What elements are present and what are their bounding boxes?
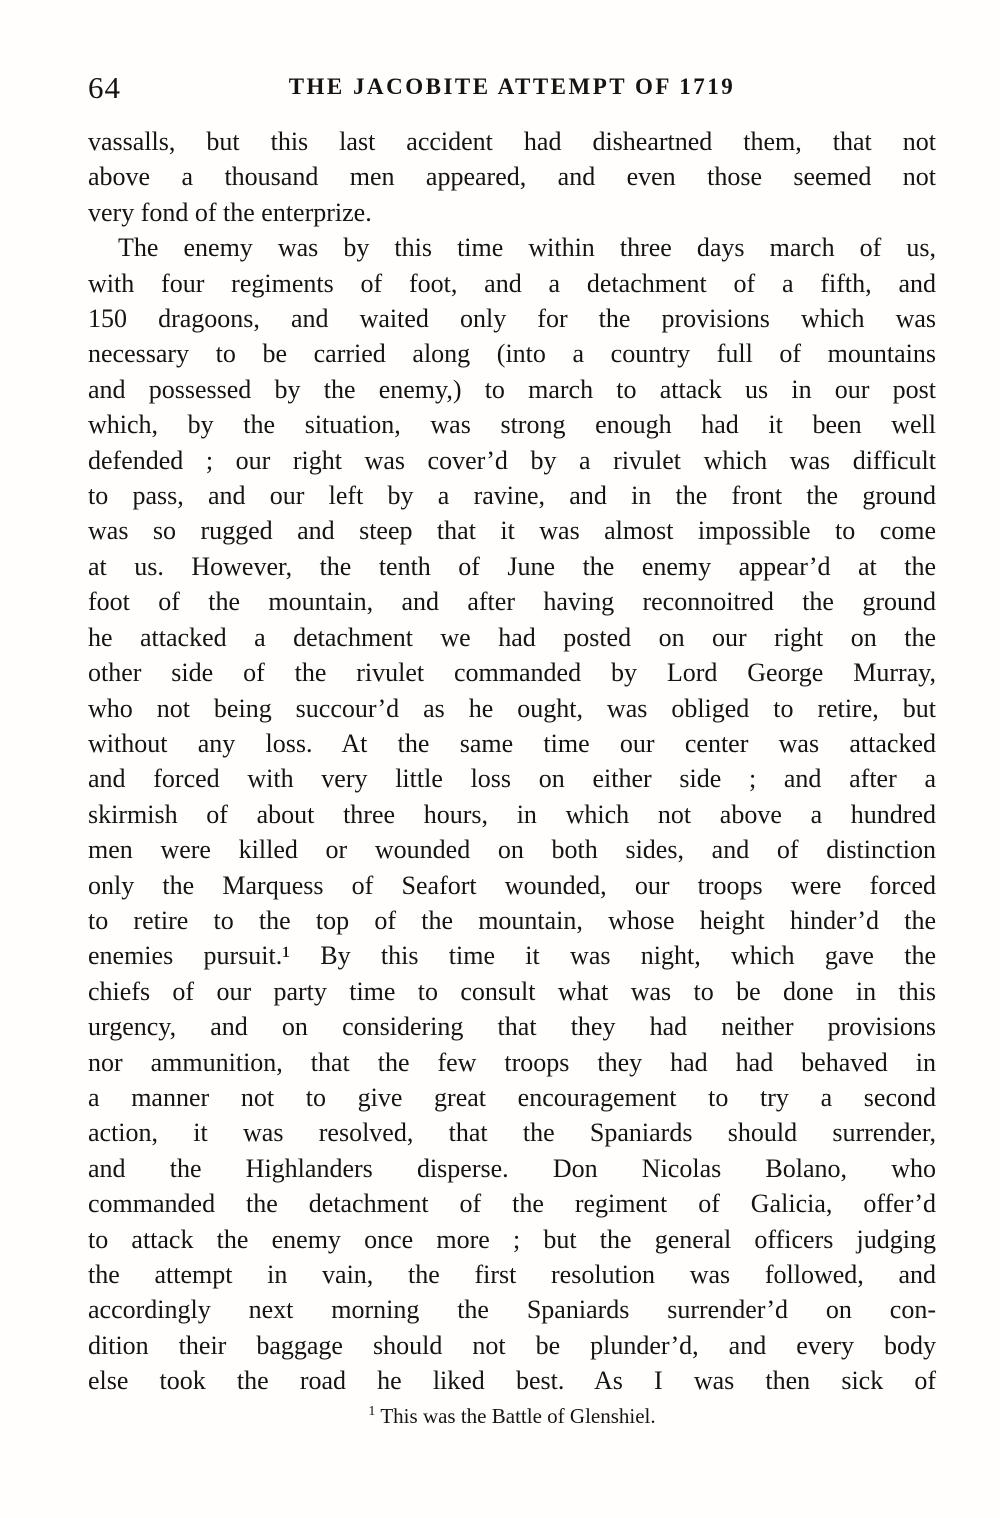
text-line: defended ; our right was cover’d by a rivulet which was difficult — [88, 445, 936, 475]
footnote-text: This was the Battle of Glenshiel. — [380, 1404, 656, 1428]
footnote — [88, 1404, 936, 1429]
text-line: other side of the rivulet commanded by Lord George Murray, — [88, 658, 936, 688]
running-title: THE JACOBITE ATTEMPT OF 1719 — [288, 74, 736, 99]
text-line: 150 dragoons, and waited only for the provisions which was — [88, 304, 936, 334]
text-line: without any loss. At the same time our center was attacked — [88, 728, 936, 758]
text-line: to retire to the top of the mountain, whose height hinder’d the — [88, 905, 936, 935]
text-line: vassalls, but this last accident had disheartned them, that not — [88, 127, 936, 156]
body-text — [88, 124, 936, 1399]
text-line: he attacked a detachment we had posted on our right on the — [88, 622, 936, 652]
text-line: was so rugged and steep that it was almost impossible to come — [88, 516, 936, 546]
text-line: The enemy was by this time within three days march of us, — [118, 233, 936, 263]
text-line: the attempt in vain, the first resolution was followed, and — [88, 1260, 936, 1289]
text-line: necessary to be carried along (into a country full of mountains — [88, 339, 936, 369]
text-line: and forced with very little loss on either side ; and after a — [88, 764, 936, 794]
page-number: 64 — [88, 70, 121, 105]
text-line: foot of the mountain, and after having reconnoitred the ground — [88, 587, 936, 617]
text-line: which, by the situation, was strong enough had it been well — [88, 410, 936, 440]
text-line: else took the road he liked best. As I was then sick of — [88, 1366, 936, 1396]
text-line: and possessed by the enemy,) to march to attack us in our post — [88, 374, 936, 404]
footnote-marker: 1 — [368, 1404, 376, 1419]
text-line: at us. However, the tenth of June the enemy appear’d at the — [88, 551, 936, 581]
text-line: urgency, and on considering that they had neither provisions — [88, 1012, 936, 1042]
text-line: to attack the enemy once more ; but the general officers judging — [88, 1224, 936, 1254]
text-line: skirmish of about three hours, in which not above a hundred — [88, 799, 936, 829]
text-line: who not being succour’d as he ought, was obliged to retire, but — [88, 693, 936, 723]
text-line: dition their baggage should not be plunder’d, and every body — [88, 1330, 936, 1360]
text-line: to pass, and our left by a ravine, and in the front the ground — [88, 481, 936, 511]
text-line: men were killed or wounded on both sides, and of distinction — [88, 835, 936, 865]
text-line: very fond of the enterprize. — [88, 197, 372, 227]
text-line: nor ammunition, that the few troops they had had behaved in — [88, 1047, 936, 1077]
text-line: enemies pursuit.¹ By this time it was night, which gave the — [88, 941, 936, 971]
text-line: only the Marquess of Seafort wounded, our troops were forced — [88, 870, 936, 900]
text-line: and the Highlanders disperse. Don Nicolas Bolano, who — [88, 1153, 936, 1183]
text-line: chiefs of our party time to consult what was to be done in this — [88, 976, 936, 1006]
text-line: action, it was resolved, that the Spaniards should surrender, — [88, 1118, 936, 1148]
text-line: above a thousand men appeared, and even those seemed not — [88, 162, 936, 192]
page-header — [88, 68, 936, 108]
text-line: commanded the detachment of the regiment of Galicia, offer’d — [88, 1189, 936, 1219]
text-line: with four regiments of foot, and a detachment of a fifth, and — [88, 268, 936, 298]
text-line: a manner not to give great encouragement to try a second — [88, 1082, 936, 1112]
text-line: accordingly next morning the Spaniards surrender’d on con- — [88, 1295, 936, 1325]
